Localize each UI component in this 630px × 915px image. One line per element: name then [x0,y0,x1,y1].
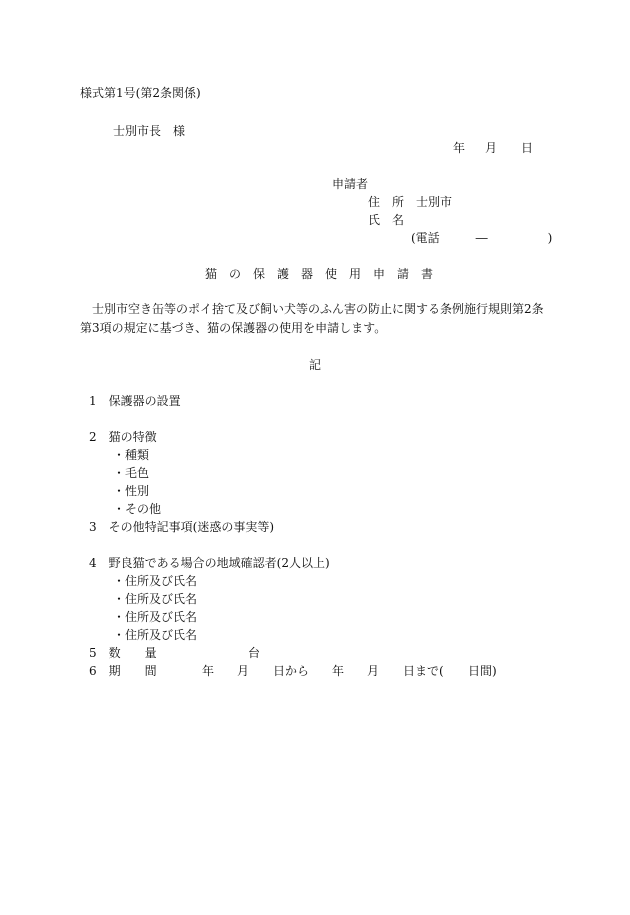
item-5-unit: 台 [248,646,261,660]
date-month: 月 [485,141,498,155]
item-6-days: 日間) [468,664,497,678]
item-6-day-1: 日から [273,664,310,678]
applicant-heading: 申請者 [332,177,369,191]
item-4-sub-2: ・住所及び氏名 [113,592,198,606]
item-4-sub-4: ・住所及び氏名 [113,628,198,642]
form-label: 様式第1号(第2条関係) [80,86,201,100]
applicant-address-label: 住 所 [368,195,405,209]
date-year: 年 [453,141,466,155]
item-2-sub-1: ・種類 [113,448,150,462]
item-3: 3 その他特記事項(迷惑の事実等) [89,520,274,534]
addressee: 士別市長 様 [113,124,186,138]
item-2: 2 猫の特徴 [89,430,157,444]
item-5-label: 5 数 量 [89,646,157,660]
date-day: 日 [521,141,534,155]
item-2-sub-3: ・性別 [113,484,150,498]
item-6-month-1: 月 [237,664,250,678]
item-6-month-2: 月 [367,664,380,678]
body-line-1: 士別市空き缶等のポイ捨て及び飼い犬等のふん害の防止に関する条例施行規則第2条 [92,302,544,316]
item-1: 1 保護器の設置 [89,394,181,408]
document-title: 猫 の 保 護 器 使 用 申 請 書 [205,267,434,281]
ki-heading: 記 [309,358,322,372]
item-6-label: 6 期 間 [89,664,157,678]
item-4: 4 野良猫である場合の地域確認者(2人以上) [89,556,330,570]
body-line-2: 第3項の規定に基づき、猫の保護器の使用を申請します。 [80,321,387,335]
item-6-day-2: 日まで( [403,664,444,678]
body-paragraph [80,300,560,338]
item-4-sub-1: ・住所及び氏名 [113,574,198,588]
item-6-year-1: 年 [202,664,215,678]
item-2-sub-4: ・その他 [113,502,162,516]
item-6-year-2: 年 [332,664,345,678]
applicant-phone: (電話 ― ) [411,231,553,245]
item-2-sub-2: ・毛色 [113,466,150,480]
applicant-address-value: 士別市 [416,195,453,209]
item-4-sub-3: ・住所及び氏名 [113,610,198,624]
applicant-name-label: 氏 名 [368,213,405,227]
